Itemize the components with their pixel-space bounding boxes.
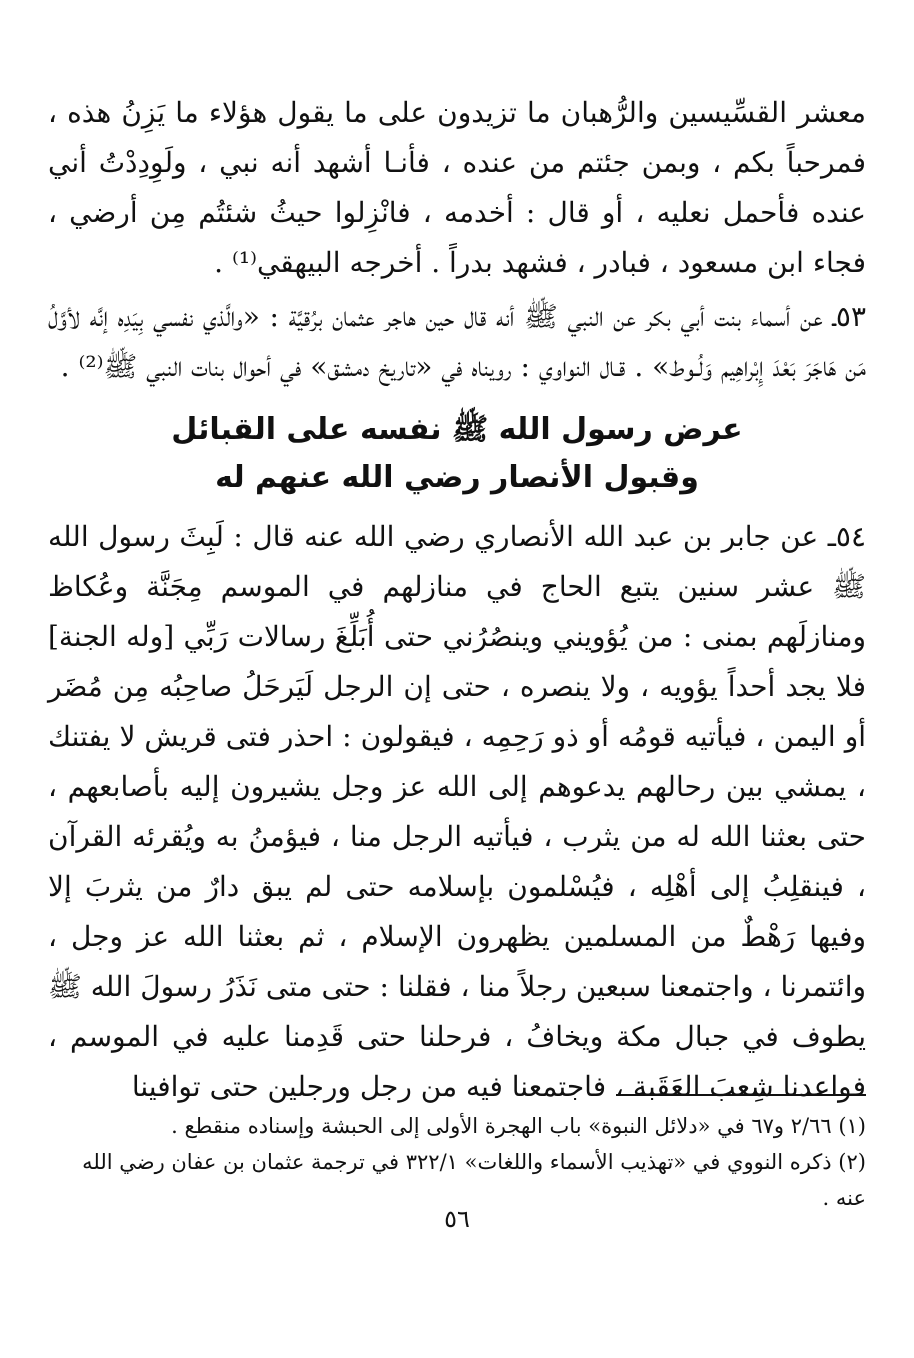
paragraph-hadith-53: ٥٣ـ عن أسماء بنت أبي بكر عن النبي ﷺ أنه قال حين هاجر عثمان برُقيَّة : «والَّذي نفسي بِيَدِه إنَّه لأوَّلُ مَن هَاجَرَ بَعْدَ إِبْراهِيم وَلُـوط» . قـال النواوي : رويناه في «تاريخ دمشق» في أحوال بنات النبي ﷺ⁽²⁾ . xyxy=(48,300,866,383)
paragraph-continuation: معشر القسِّيسين والرُّهبان ما تزيدون على ما يقول هؤلاء ما يَزِنُ هذه ، فمرحباً بكم ، وبمن جئتم من عنده ، فأنـا أشهد أنه نبي ، ولَوِدِدْتُ أني عنده فأحمل نعليه ، أو قال : أخدمه ، فانْزِلوا حيثُ شئتُم مِن أرضي ، فجاء ابن مسعود ، فبادر ، فشهد بدراً . أخرجه البيهقي⁽¹⁾ . xyxy=(48,96,866,279)
footnotes xyxy=(48,1108,866,1216)
footnote-1: (١) ٢/٦٦ و٦٧ في «دلائل النبوة» باب الهجرة الأولى إلى الحبشة وإسناده منقطع . xyxy=(171,1114,866,1138)
section-heading-line-2: وقبول الأنصار رضي الله عنهم له xyxy=(215,460,699,495)
footnote-2: (٢) ذكره النووي في «تهذيب الأسماء واللغات» ٣٢٢/١ في ترجمة عثمان بن عفان رضي الله عنه . xyxy=(82,1150,866,1210)
paragraph-hadith-54: ٥٤ـ عن جابر بن عبد الله الأنصاري رضي الله عنه قال : لَبِثَ رسول الله ﷺ عشر سنين يتبع الحاج في منازلهم في الموسم مِجَنَّة وعُكاظ ومنازلَهم بمنى : من يُؤويني وينصُرُني حتى أُبَلِّغَ رسالات رَبِّي [وله الجنة] فلا يجد أحداً يؤويه ، ولا ينصره ، حتى إن الرجل لَيَرحَلُ صاحِبُه مِن مُضَر أو اليمن ، فيأتيه قومُه أو ذو رَحِمِه ، فيقولون : احذر فتى قريش لا يفتنك ، يمشي بين رحالهم يدعوهم إلى الله عز وجل يشيرون إليه بأصابعهم ، حتى بعثنا الله له من يثرب ، فيأتيه الرجل منا ، فيؤمنُ به ويُقرئه القرآن ، فينقلِبُ إلى أهْلِه ، فيُسْلمون بإسلامه حتى لم يبق دارٌ من يثربَ إلا وفيها رَهْطٌ من المسلمين يظهرون الإسلام ، ثم بعثنا الله عز وجل ، وائتمرنا ، واجتمعنا سبعين رجلاً منا ، فقلنا : حتى متى نَذَرُ رسولَ الله ﷺ يطوف في جبال مكة ويخافُ ، فرحلنا حتى قَدِمنا عليه في الموسم ، فواعدنا شِعبَ العَقَبة ، فاجتمعنا فيه من رجل ورجلين حتى توافينا xyxy=(48,520,867,1103)
page-body xyxy=(48,88,866,1112)
section-heading-line-1: عرض رسول الله ﷺ نفسه على القبائل xyxy=(171,412,743,447)
page-number: ٥٦ xyxy=(444,1205,470,1233)
section-heading xyxy=(48,406,866,502)
footnote-separator xyxy=(616,1094,866,1096)
